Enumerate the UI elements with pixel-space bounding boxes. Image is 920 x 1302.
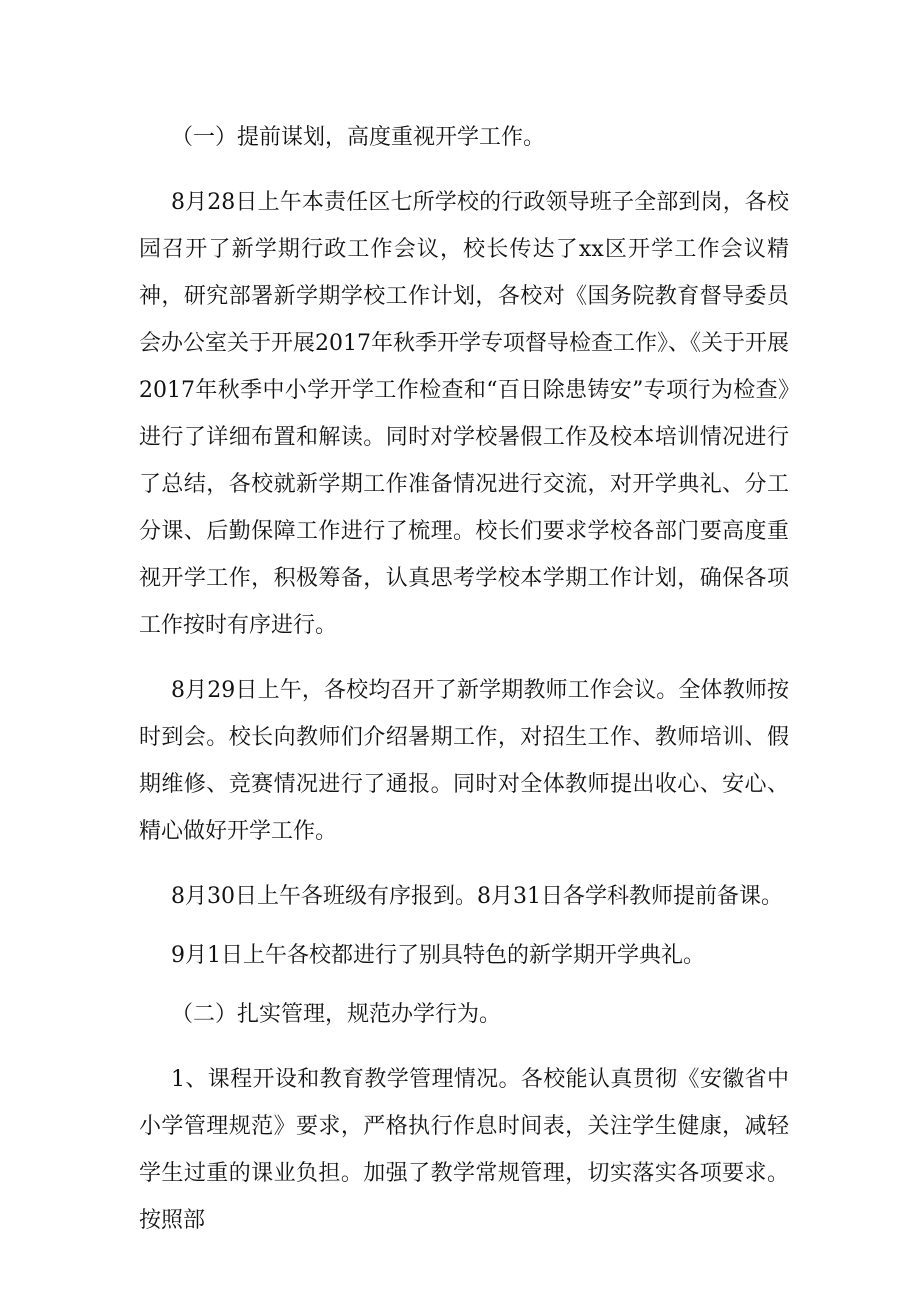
paragraph-sep-1: 9月1日上午各校都进行了别具特色的新学期开学典礼。 <box>171 943 705 968</box>
paragraph-curriculum: 1、课程开设和教育教学管理情况。各校能认真贯彻《安徽省中小学管理规范》要求，严格执行作息时间表，关注学生健康，减轻学生过重的课业负担。加强了教学常规管理，切实落实各项要求。按照部 <box>139 1067 789 1233</box>
paragraph-aug-30-31: 8月30日上午各班级有序报到。8月31日各学科教师提前备课。 <box>171 884 783 909</box>
paragraph-aug-29: 8月29日上午，各校均召开了新学期教师工作会议。全体教师按时到会。校长向教师们介绍暑期工作，对招生工作、教师培训、假期维修、竞赛情况进行了通报。同时对全体教师提出收心、安心、精心做好开学工作。 <box>139 678 789 844</box>
document-body <box>139 114 789 1262</box>
section-heading-1: （一）提前谋划，高度重视开学工作。 <box>171 125 546 150</box>
paragraph-aug-28: 8月28日上午本责任区七所学校的行政领导班子全部到岗，各校园召开了新学期行政工作会议，校长传达了xx区开学工作会议精神，研究部署新学期学校工作计划，各校对《国务院教育督导委员会办公室关于开展2017年秋季开学专项督导检查工作》、《关于开展2017年秋季中小学开学工作检查和“百日除患铸安”专项行为检查》进行了详细布置和解读。同时对学校暑假工作及校本培训情况进行了总结，各校就新学期工作准备情况进行交流，对开学典礼、分工分课、后勤保障工作进行了梳理。校长们要求学校各部门要高度重视开学工作，积极筹备，认真思考学校本学期工作计划，确保各项工作按时有序进行。 <box>139 190 789 638</box>
section-heading-2: （二）扎实管理，规范办学行为。 <box>171 1002 502 1027</box>
